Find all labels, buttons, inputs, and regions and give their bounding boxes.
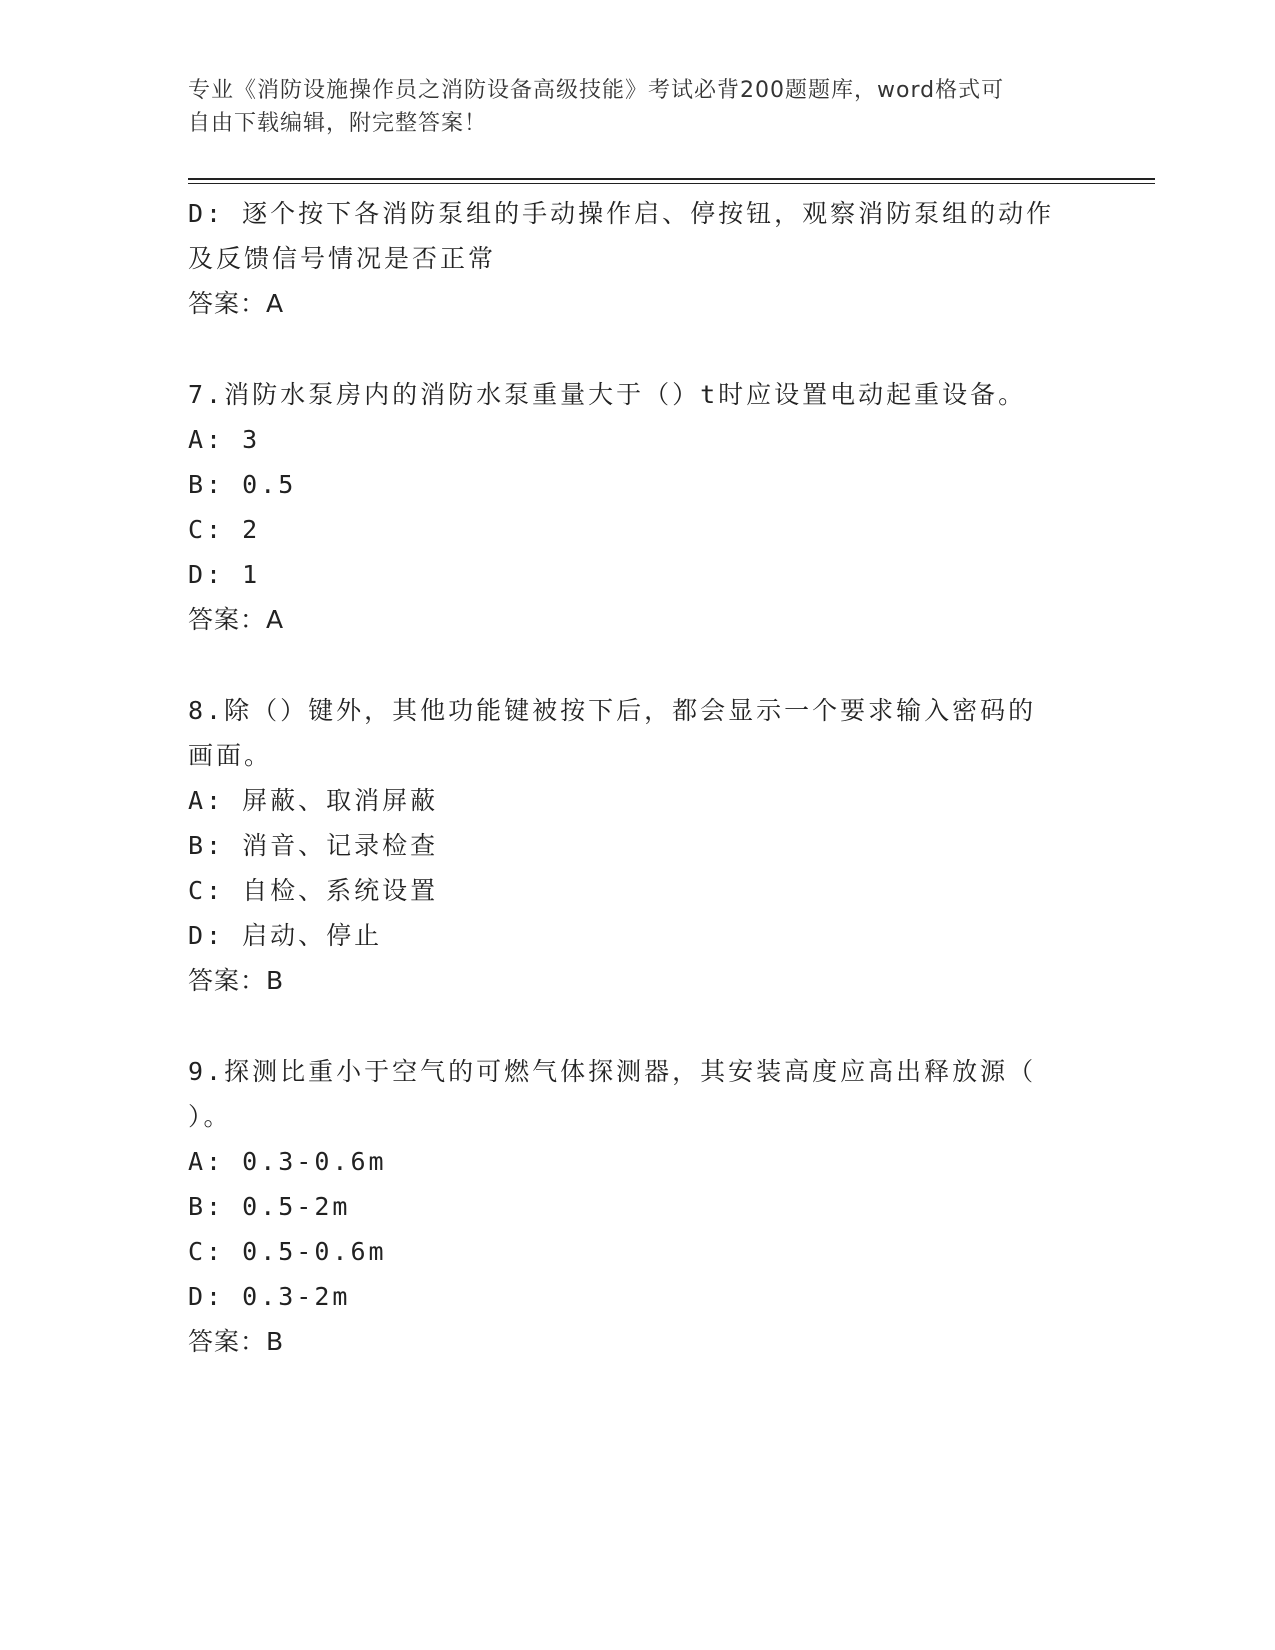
- q7-answer: 答案：A: [188, 605, 285, 634]
- header-line-2: 自由下载编辑，附完整答案！: [188, 111, 488, 136]
- q7-option-c: C: 2: [188, 515, 261, 544]
- q7-option-a: A: 3: [188, 425, 261, 454]
- q9-stem-line-1: 9.探测比重小于空气的可燃气体探测器，其安装高度应高出释放源（: [188, 1057, 1037, 1086]
- q9-option-c: C: 0.5-0.6m: [188, 1237, 387, 1266]
- q9-stem-line-2: ）。: [188, 1102, 232, 1131]
- q9-option-d: D: 0.3-2m: [188, 1282, 351, 1311]
- q9-option-b: B: 0.5-2m: [188, 1192, 351, 1221]
- q8-answer: 答案：B: [188, 966, 285, 995]
- q7-option-b: B: 0.5: [188, 470, 297, 499]
- header-line-1: 专业《消防设施操作员之消防设备高级技能》考试必背200题题库，word格式可: [188, 78, 1005, 103]
- q8-option-a: A: 屏蔽、取消屏蔽: [188, 786, 439, 815]
- prev-option-d-line-1: D: 逐个按下各消防泵组的手动操作启、停按钮，观察消防泵组的动作: [188, 199, 1055, 228]
- q7-stem: 7.消防水泵房内的消防水泵重量大于（）t时应设置电动起重设备。: [188, 380, 1027, 409]
- prev-answer: 答案：A: [188, 289, 285, 318]
- q7-option-d: D: 1: [188, 560, 261, 589]
- q8-option-b: B: 消音、记录检查: [188, 831, 439, 860]
- question-body: [188, 191, 1088, 1364]
- q9-answer: 答案：B: [188, 1327, 285, 1356]
- q8-stem-line-2: 画面。: [188, 741, 273, 770]
- document-header: [188, 74, 1088, 140]
- q9-option-a: A: 0.3-0.6m: [188, 1147, 387, 1176]
- header-rule-thin: [188, 183, 1155, 184]
- header-rule-thick: [188, 178, 1155, 180]
- q8-option-c: C: 自检、系统设置: [188, 876, 439, 905]
- q8-option-d: D: 启动、停止: [188, 921, 383, 950]
- spacer: [188, 1003, 1088, 1049]
- q8-stem-line-1: 8.除（）键外，其他功能键被按下后，都会显示一个要求输入密码的: [188, 696, 1037, 725]
- spacer: [188, 326, 1088, 372]
- prev-option-d-line-2: 及反馈信号情况是否正常: [188, 244, 497, 273]
- spacer: [188, 642, 1088, 688]
